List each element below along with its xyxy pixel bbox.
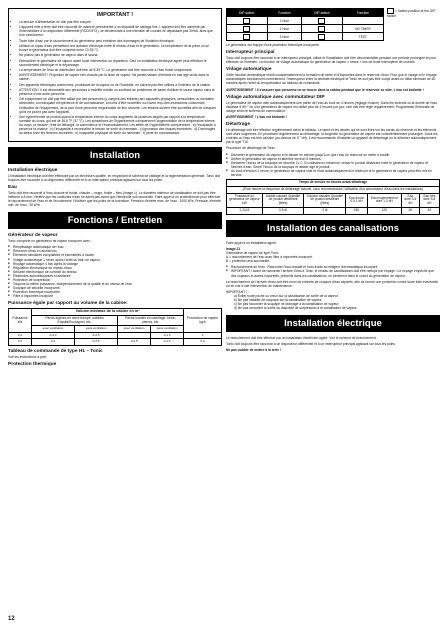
page-number: 12 [8,616,15,622]
elec2-warning: Ne pas oublier de mettre à la terre ! [226,348,282,353]
dip-header: Fonction [267,9,302,17]
important-item: • AVERTISSEMENT ! Projection de vapeur très chaude par la buse de vapeur. Ne jamais laisser d'enfants en bas âge seuls dans la cabine. [19,73,217,81]
generator-item: ■ Soupape de sécurité incorporée [13,286,222,290]
table-row [9,332,222,339]
without-vent-header: sans ventilation [75,326,118,333]
table-cell: 0-2,5 [75,339,118,346]
important-item: • Des appareils électriques autonomes, produisant de la vapeur ou de l'humidité, ne doivent pas être utilisés à l'intérieur de la cabine. [19,83,217,87]
pipes-image-label: Image 21 [226,246,241,251]
important-item: • La tension d'alimentation ne doit pas être coupée. [19,20,217,24]
table-row [227,25,384,33]
generator-item: ■ Toujours la même puissance, indépendamment de la qualité et du niveau de l'eau [13,282,222,286]
dip-switch-figure [226,8,440,41]
table-cell: 0-1,5 [151,332,184,339]
main-switch-text: Tonic doit toujours être raccordé à un interrupteur principal, utilisé et l'installation doit être déconnectable pendant une période prolongée et pour effectuer un entretien. La fonction de vidage automatique du générateur de vapeur « cesse » lors de toute interruption de courant. [226,56,437,65]
table-cell: 0-2,5 [118,339,151,346]
generator-intro: Tonic comporte un générateur de vapeur incorporé avec : [8,239,92,244]
table-cell: 0-1,5 [151,339,184,346]
table-cell: 1 Hour [267,17,302,25]
table-cell: 2,2 [9,332,32,339]
schedule-header: Eau très dure 5-8 dH [419,193,439,207]
table-cell: 2,2/4,5 [227,208,263,215]
table-cell: 0-2,5 [75,332,118,339]
descaling-step: ■ Arrêter le générateur de vapeur et attendre environ 5 minutes. [231,157,440,161]
pipes-list [226,265,440,277]
dip-switch-icon [302,33,343,41]
important-title: IMPORTANT ! [96,12,134,18]
schedule-subtitle: (Pour réduire la fréquence de détartrage manuel, nous recommandons l'utilisation d'un adoucisseur d'eau dans les installations) [227,186,440,193]
pipes-a-line: A = raccordement de l'eau avec filtre à impuretés incorporé. [226,255,314,260]
control-panel-text: Voir les instructions à part. [8,355,47,360]
with-vent-header: avec ventilation [118,326,151,333]
power-table [8,308,222,346]
generator-item: ■ Vidage automatique 1 heure après l'arrêt du bain de vapeur [13,258,222,262]
generator-item: ■ Rinçage automatique 4 fois après la vidange [13,262,222,266]
table-cell: 240 [346,208,367,215]
table-cell: 3 [184,332,222,339]
table-cell: 60 [401,208,419,215]
dip-switch-icon [227,25,268,33]
dip-switch-icon [227,17,268,25]
generator-item: ■ Protection thermique incorporée [13,290,222,294]
table-cell [342,17,383,25]
schedule-title: Temps de service en heures avant détartrage [227,180,440,187]
left-column [8,8,222,368]
dip-header: DIP-switch [227,9,268,17]
pipes-type-line: Générateur de vapeur de type Tonic [226,251,279,256]
pipes-intro: Faire appel à un installateur agréé. [226,240,277,245]
right-column [226,8,440,355]
pipes-sub-item: d) Ne pas raccorder la sortie du dispositif de surpression à la canalisation de vapeur. [234,306,358,311]
schedule-header: Eau douce 0,5-1 dH [346,193,367,207]
important-item: • Débrancher le générateur de vapeur avant toute intervention ou réparation. Seul un installateur électrique agréé peut effectuer le raccordement électrique et le dépannage. [19,59,217,67]
dip-legend [384,8,440,18]
installation-banner: Installation [8,147,222,164]
volume-header: Volume min/max de la cabine en m³ [31,309,183,316]
without-vent-header: sans ventilation [151,326,184,333]
table-row [227,17,384,25]
important-item: • Cet équipement ne doit pas être utilisé par des personnes (y compris des enfants) aux capacités physiques, sensorielles ou mentales diminuées, ou manquant d'expérience et de connaissance, à moins d'être surveillés ou d'avoir reçu des instructions concernant l'utilisation de l'équipement, de la part d'une personne responsable de leur sécurité. Les enfants doivent être surveillés afin de s'assurer qu'ils ne jouent pas avec l'appareil. [19,97,217,113]
table-cell: 0,5 dl [262,208,303,215]
important-item: • L'appareil relié à terre doit être raccordé de manière permanente à un dispositif de câblage fixe. L'appareil doit être alimenté par l'intermédiaire d'un disjoncteur différentiel (RCD/GFCI), se déclenchant à une intensité de courant ne dépassant pas 30mA, ainsi que d'un sectionneur. [19,25,217,37]
descaling-text: Le détartrage doit être effectué régulièrement selon le tableau. Le tartre et les dépôts qui se sont fixés sur les parois du réservoir et les éléments sont alors supprimés. En procédant régulièrement au détartrage, la longévité du générateur de vapeur est considérablement prolongée. Dans les endroits où l'eau est très calcaire (au-dessus de 5 ° dH), il est recommandé d'installer un appareil de détartrage ou le détartrer automatiquement par le type T10. [226,128,438,145]
dip-switch-icon [302,17,343,25]
important-item: • Toute fuite d'eau par le raccordement du générateur peut entraîner des dommages de l'isolation électrique. [19,39,217,43]
steam-col-header: Production de vapeur kg/h [184,309,222,332]
auto-drain-warning: AVERTISSEMENT ! Il s'assurer que personne ne se trouve dans la cabine pendant que le réservoir se vide. L'eau est brûlante ! [226,87,424,92]
pipes-banner: Installation des canalisations [226,220,440,237]
generator-item: ■ Régulation électronique du niveau d'eau [13,266,222,270]
pipes-sub-list [226,294,440,310]
table-cell: 3 Hour [267,33,302,41]
elec-install-text: L'installation électrique doit être effectuée par un électricien qualifié, en respectant le schéma de câblage et la réglementation générale. Tonic doit toujours être raccordé à un disjoncteur différentiel et à un interrupteur principal agissant sur tous les pôles. [8,173,221,182]
dip-legend-text: = Switch position at the DIP-switch [387,8,437,18]
table-cell: 0-4,0 [31,332,74,339]
dip-switch-icon [302,25,343,33]
generator-item: ■ Filtre à impuretés incorporé [13,294,222,298]
schedule-header: Eau dure 3-5 dH [401,193,419,207]
pipes-sub-item: b) Ne pas installer de soupape sur la canalisation de vapeur. [234,297,323,302]
dip-drain-text: Le générateur de vapeur vide automatiquement une partie de l'eau au bout de 4 heures (réglage d'usine). Dans les endroits où la dureté de l'eau dépasse 5 dH ° ou si le générateur de vapeur est utilisé plus de 4 heures par jour, ceci doit être réglé régulièrement. Programmer l'intervalle de vidage selon le schéma de commutation. [226,100,438,113]
schedule-header: Puissance du générateur de vapeur kW [227,193,263,207]
generator-heading: Générateur de vapeur [8,233,58,239]
table-cell: 5,0 [184,339,222,346]
generator-item: ■ Protection de surpression [13,278,222,282]
elec2-text2: Tonic doit toujours être raccordé à un disjoncteur différentiel et à un interrupteur principal agissant sur tous les pôles. [226,342,396,347]
important-item: • Une hyperthermie se produit quand la température interne du corps augmente de plusieurs degrés par rapport à la température normale du corps, qui est de 36,6 °F (37 °C). Les symptômes de l'hyperthermie comprennent l'augmentation de la température interne du corps, la nausée, l'état de léthargie, la somnolence et l'évanouissement. Les effets de l'hyperthermie comprennent : a) l'incapacité à percevoir la chaleur ; b) l'incapacité à reconnaître le besoin de sortir du hammam ; c) ignorance des risques imminents ; d) Dommages au fœtus chez les femmes enceintes ; e) incapacité physique de sortir du hammam ; f) perte de connaissance. [19,115,217,135]
power-heading: Puissance égale par rapport au volume de la cabine: [8,301,128,307]
table-row [227,208,440,215]
important-item: • Utilisez un tuyau d'eau permettant une isolation électrique entre le réseau d'eau et le générateur. La température de la pièce où se trouve le générateur doit être comprise entre 10-35 °C. [19,44,217,52]
schedule-header: Eau moyennement dure 1-3 dH [367,193,401,207]
generator-item: ■ Sécurité électronique de contrôle du niveau [13,270,222,274]
descaling-heading: Détartrage [226,122,250,128]
with-vent-header: avec ventilation [31,326,74,333]
dip-switch-table [226,8,384,41]
table-cell [118,332,151,339]
important-list [13,20,217,135]
pipes-item: ■ Raccordement de l'eau : Raccorder l'eau chaude et l'eau froide au mitigeur thermostatique incorporé. [231,265,440,269]
dip-header: Fonction [342,9,383,17]
generator-item: ■ Éléments tubulaires inoxydables et insensibles à l'acide [13,253,222,257]
schedule-header: Acidité calcaire Quantité de produit détartrant (litres) [262,193,303,207]
heavy-walls-header: Parois lourdes en carrelage, béton, pierres, etc. [118,316,184,326]
elec-install-heading: Installation électrique [8,167,58,173]
table-cell: 0-4 [31,339,74,346]
table-cell: 3 dl [304,208,346,215]
generator-item: ■ Réservoir d'eau en aluminium [13,249,222,253]
pipes-important-label: IMPORTANT ! : [226,289,249,294]
important-item: • ATTENTION ! Il est déconseillé aux personnes à mobilité réduite ou souffrant de problèmes de santé d'utiliser le sauna vapeur sans la présence d'une autre personne. [19,88,217,96]
pipes-drain-text: Le branchement de l'arrivée d'eau doit être muni de robinets de coupure d'eau séparés, afin de fournir une protection contre toute fuite éventuelle ou en vue d'une intervention de maintenance. [226,279,438,288]
schedule-header: Solution calcaire Quantité de produit détartrant (litres) [304,193,346,207]
table-cell: NO TIMER [342,25,383,33]
elec2-text: Le branchement doit être effectué par un installateur électricien agréé. Voir le schéma de branchement. [226,336,377,341]
table-row [227,33,384,41]
auto-drain-heading: Vidage automatique [226,67,272,73]
table-row [9,339,222,346]
control-panel-heading: Tableau de commande de type H1 – Tonic [8,349,103,355]
dip-drain-warning: AVERTISSEMENT ! L'eau est brûlante ! [226,114,287,119]
fonctions-banner: Fonctions / Entretien [8,212,222,229]
dip-switch-icon [227,33,268,41]
main-switch-heading: Interrupteur principal [226,50,275,56]
dip-drain-heading: Vidage automatique avec commutateur DIP [226,94,325,100]
descaling-procedure: Procédure de détartrage de Tonic [226,146,275,151]
light-walls-header: Parois légères en verre trempé, cabines Enysite/Eucalyptol, etc. [31,316,117,326]
table-cell: 40 [419,208,439,215]
dip-caption: Le générateur est équipé d'une protection thermique incorporée. [226,43,320,47]
descaling-step: ■ Démarrer le générateur de vapeur et le laisser en service jusqu'à ce que l'eau du réservoir se mette à bouillir. [231,153,440,157]
table-cell: TEST [342,33,383,41]
descaling-steps [226,153,440,178]
pipes-sub-item: a) Éviter toute poche ou creux sur la canalisation de sortie de la vapeur. [234,293,339,298]
important-item: • La température de l'eau de distribution doit être de 5-35 °C. Le générateur doit être raccordé à l'eau froide uniquement. [19,68,217,72]
pipes-item: ■ IMPORTANT ! Avant de raccorder l'arrivée d'eau à Tonic, le réseau de canalisations doit être nettoyé par rinçage ! Le rinçage empêche que des copeaux et autres impuretés, présents dans les canalisations, ne pénètrent dans le circuit du générateur de vapeur. [231,269,440,277]
water-heading: Eau [8,184,17,190]
elec-install-banner: Installation électrique [226,315,440,332]
important-item: • Ne placez pas le générateur de vapeur dans le sauna. [19,53,217,57]
pipes-b-line: B = protection anti-surchauffe. [226,259,271,264]
table-cell: 2 Hour [267,25,302,33]
descaling-step: ■ Au bout d'environ 1 heure, le générateur de vapeur vide et rince automatiquement le réservoir et le générateur de vapeur peut être mis en service. [231,169,440,177]
thermal-protection-heading: Protection thermique [8,362,57,368]
pipes-sub-item: c) Ne pas raccorder la soupape de drainage à la canalisation de vapeur. [234,302,340,307]
descaling-schedule-table [226,179,440,215]
auto-drain-text: Cette fonction automatique réduit considérablement la formation de tartre et d'impuretés dans le réservoir d'eau. Pour que le vidage et le rinçage automatiques fonctionnent correctement, l'interrupteur entre la centrale électrique et Tonic ne doit pas être coupé avant un délai minimum de 60 minutes après l'arrêt du temporisateur du tableau de commande. [226,73,437,86]
generator-list [8,245,222,298]
important-box [8,8,222,142]
power-col-header: Puissance kW [9,309,32,332]
water-text: Tonic doit être raccordé à l'eau chaude et froide, chaude – rouge, froide – bleu (image 1). Le diamètre intérieur de canalisation ne doit pas être inférieur à 8 mm. Vérifiez que les conduites d'eau ne fuient pas avant que l'électricité soit raccordée. Faire appel à un professionnel pour effectuer le raccordement de l'eau et de l'écoulement. N'utiliser que les joints de la fourniture. Pression d'entrée max. de l'eau : 1000 kPa. Pression d'entrée min. de l'eau : 30 kPa [8,190,221,208]
generator-item: ■ Remplissage automatique de l'eau [13,245,222,249]
generator-item: ■ Électrodes autonettoyantes et antitartre [13,274,222,278]
table-cell: 4,5 [9,339,32,346]
table-cell: 120 [367,208,401,215]
dip-header: DIP-switch [302,9,343,17]
descaling-step: ■ Desserrer l'écrou de la soupape de sécurité 21 C. En utilisant un entonnoir, verser le produit détartrant entre le générateur de vapeur et l'arrivée d'eau. Serrer l'écrou de la soupape et laisser agir le produit. [231,161,440,169]
